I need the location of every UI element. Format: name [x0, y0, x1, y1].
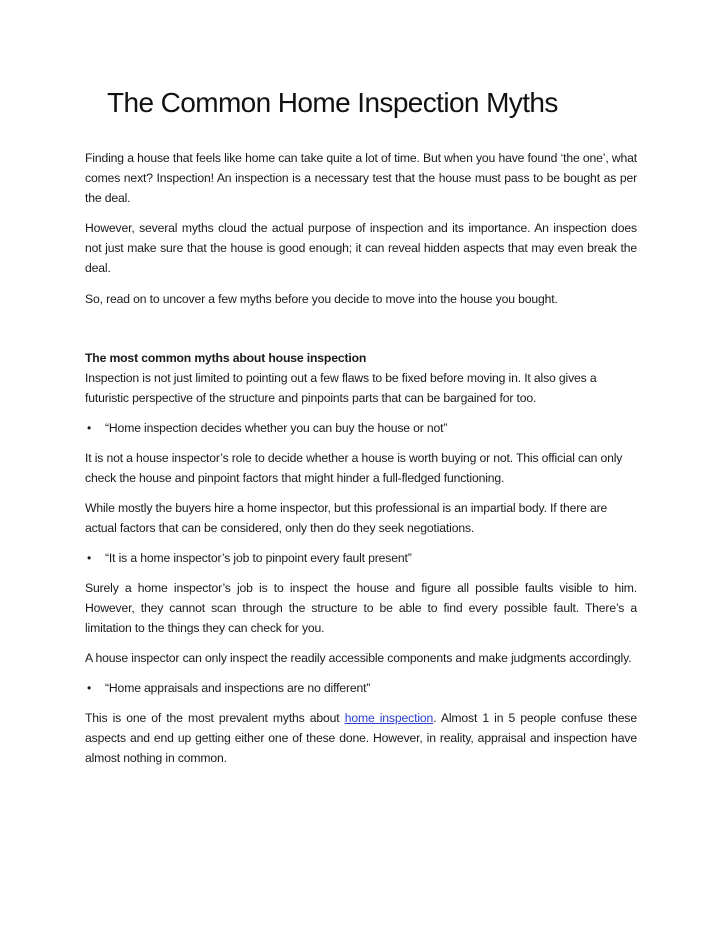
bullet-text: “It is a home inspector’s job to pinpoint every fault present” [105, 551, 412, 565]
myth-3-paragraph-1 [85, 708, 637, 768]
section-heading: The most common myths about house inspection [85, 351, 367, 365]
home-inspection-link[interactable]: home inspection [344, 711, 434, 725]
bullet-icon: • [87, 421, 92, 435]
page-title: The Common Home Inspection Myths [107, 87, 558, 118]
intro-paragraph-2: However, several myths cloud the actual purpose of inspection and its importance. An inspection does not just make sure that the house is good enough; it can reveal hidden aspects that may even break the deal. [85, 221, 637, 275]
myth-1-paragraph-2: While mostly the buyers hire a home inspector, but this professional is an impartial body. If there are actual factors that can be considered, only then do they seek negotiations. [85, 501, 608, 535]
text-before-link: This is one of the most prevalent myths about [85, 711, 345, 725]
intro-paragraph-1: Finding a house that feels like home can take quite a lot of time. But when you have found ‘the one’, what comes next? Inspection! An inspection is a necessary test that the house must pass to be bought as per the deal. [85, 151, 637, 205]
myth-1-paragraph-1: It is not a house inspector’s role to decide whether a house is worth buying or not. This official can only check the house and pinpoint factors that might hinder a full-fledged functioning. [85, 451, 623, 485]
bullet-icon: • [87, 551, 92, 565]
intro-paragraph-3: So, read on to uncover a few myths before you decide to move into the house you bought. [85, 292, 558, 306]
section-intro-paragraph: Inspection is not just limited to pointing out a few flaws to be fixed before moving in. It also gives a futuristic perspective of the structure and pinpoints parts that can be bargained for too. [85, 371, 597, 405]
bullet-item-myth-2 [85, 548, 637, 568]
bullet-item-myth-1 [85, 418, 637, 438]
myth-2-paragraph-1: Surely a home inspector’s job is to inspect the house and figure all possible faults visible to him. However, they cannot scan through the structure to be able to find every possible fault. There’s a limitation to the things they can check for you. [85, 581, 637, 635]
text-after-link: . Almost 1 in 5 people confuse these aspects and end up getting either one of these done. However, in reality, appraisal and inspection have almost nothing in common. [85, 711, 638, 765]
bullet-text: “Home appraisals and inspections are no different” [105, 681, 371, 695]
myth-2-paragraph-2: A house inspector can only inspect the readily accessible components and make judgments accordingly. [85, 651, 632, 665]
bullet-text: “Home inspection decides whether you can buy the house or not” [105, 421, 448, 435]
bullet-item-myth-3 [85, 678, 637, 698]
document-body [85, 148, 637, 768]
bullet-icon: • [87, 681, 92, 695]
